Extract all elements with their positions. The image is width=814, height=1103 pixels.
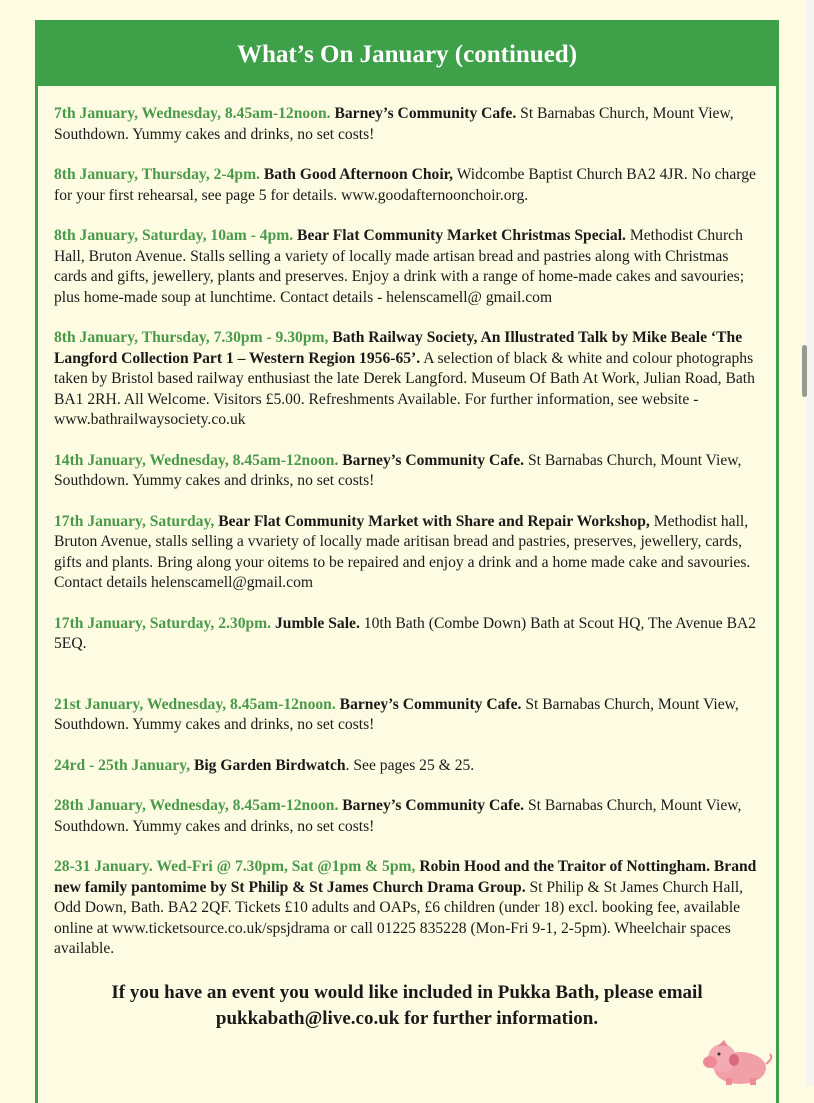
event-title: Barney’s Community Cafe. (339, 695, 522, 713)
event-item (54, 104, 760, 145)
event-description: St Barnabas Church, Mount View, Southdown. Yummy cakes and drinks, no set costs! (54, 797, 742, 835)
page-title: What’s On January (continued) (38, 23, 776, 86)
event-description: Widcombe Baptist Church BA2 4JR. No charge for your first rehearsal, see page 5 for details. www.goodafternoonchoir.org. (54, 166, 756, 204)
event-description: . See pages 25 & 25. (345, 756, 475, 774)
event-item (54, 756, 760, 777)
page-edge (806, 0, 814, 1085)
event-description: St Barnabas Church, Mount View, Southdown. Yummy cakes and drinks, no set costs! (54, 105, 734, 143)
footer-line1: If you have an event you would like included in Pukka Bath, please email (111, 981, 703, 1003)
event-date: 7th January, Wednesday, 8.45am-12noon. (54, 105, 331, 122)
event-title: Bath Railway Society, An Illustrated Talk by Mike Beale ‘The Langford Collection Part 1 – Western Region 1956-65’. (54, 329, 743, 367)
event-title: Jumble Sale. (274, 614, 360, 632)
pig-icon (698, 1038, 778, 1085)
event-list (38, 86, 776, 1032)
event-title: Bear Flat Community Market Christmas Special. (297, 227, 626, 244)
event-item (54, 328, 760, 431)
event-title: Bear Flat Community Market with Share and Repair Workshop, (218, 512, 650, 530)
footer-line2: pukkabath@live.co.uk for further information. (215, 1007, 599, 1029)
event-description: St Philip & St James Church Hall, Odd Down, Bath. BA2 2QF. Tickets £10 adults and OAPs, £6 children (under 18) excl. booking fee, available online at www.ticketsource.co.uk/spsjdrama or call 01225 835228 (Mon-Fri 9-1, 2-5pm). Wheelchair spaces available. (54, 878, 744, 957)
event-date: 8th January, Thursday, 2-4pm. (54, 166, 260, 183)
scrollbar-thumb[interactable] (802, 345, 807, 397)
event-description: Methodist Church Hall, Bruton Avenue. Stalls selling a variety of locally made artisan bread and pastries along with Christmas cards and gifts, jewellery, plants and preserves. Enjoy a drink with a range of home-made cakes and savouries; plus home-made soup at lunchtime. Contact details - helenscamell@ gmail.com (54, 227, 745, 306)
event-date: 28-31 January. Wed-Fri @ 7.30pm, Sat @1pm & 5pm, (54, 858, 416, 875)
event-description: 10th Bath (Combe Down) Bath at Scout HQ, The Avenue BA2 5EQ. (54, 614, 757, 652)
footer-note (54, 980, 760, 1032)
event-item (54, 695, 760, 736)
event-title: Barney’s Community Cafe. (342, 451, 525, 469)
event-date: 17th January, Saturday, 2.30pm. (54, 614, 272, 632)
event-title: Barney’s Community Cafe. (334, 105, 517, 122)
event-description: A selection of black & white and colour photographs taken by Bristol based railway enthusiast the late Derek Langford. Museum Of Bath At Work, Julian Road, Bath BA1 2RH. All Welcome. Visitors £5.00. Refreshments Available. For further information, see website - www.bathrailwaysociety.co.uk (54, 349, 755, 428)
event-date: 28th January, Wednesday, 8.45am-12noon. (54, 797, 339, 814)
event-item (54, 796, 760, 837)
event-date: 21st January, Wednesday, 8.45am-12noon. (54, 695, 336, 713)
whats-on-panel (35, 20, 779, 1103)
event-date: 14th January, Wednesday, 8.45am-12noon. (54, 451, 339, 469)
event-description: Methodist hall, Bruton Avenue, stalls selling a vvariety of locally made aritisan bread and pastries, preserves, jewellery, cards, gifts and plants. Bring along your oitems to be repaired and enjoy a drink and a home made cake and savouries. Contact details helenscamell@gmail.com (54, 512, 751, 591)
event-item (54, 451, 760, 492)
event-date: 8th January, Saturday, 10am - 4pm. (54, 227, 294, 244)
event-title: Bath Good Afternoon Choir, (263, 166, 454, 183)
event-item (54, 614, 760, 655)
event-date: 8th January, Thursday, 7.30pm - 9.30pm, (54, 329, 329, 346)
event-date: 17th January, Saturday, (54, 512, 215, 530)
event-item (54, 226, 760, 308)
event-date: 24rd - 25th January, (54, 756, 191, 774)
event-description: St Barnabas Church, Mount View, Southdown. Yummy cakes and drinks, no set costs! (54, 695, 739, 733)
event-item (54, 165, 760, 206)
event-item (54, 512, 760, 594)
event-description: St Barnabas Church, Mount View, Southdown. Yummy cakes and drinks, no set costs! (54, 451, 742, 489)
event-item (54, 857, 760, 960)
event-title: Barney’s Community Cafe. (342, 797, 525, 814)
event-title: Big Garden Birdwatch (193, 756, 346, 774)
event-title: Robin Hood and the Traitor of Nottingham. Brand new family pantomime by St Philip & St James Church Drama Group. (54, 858, 757, 896)
